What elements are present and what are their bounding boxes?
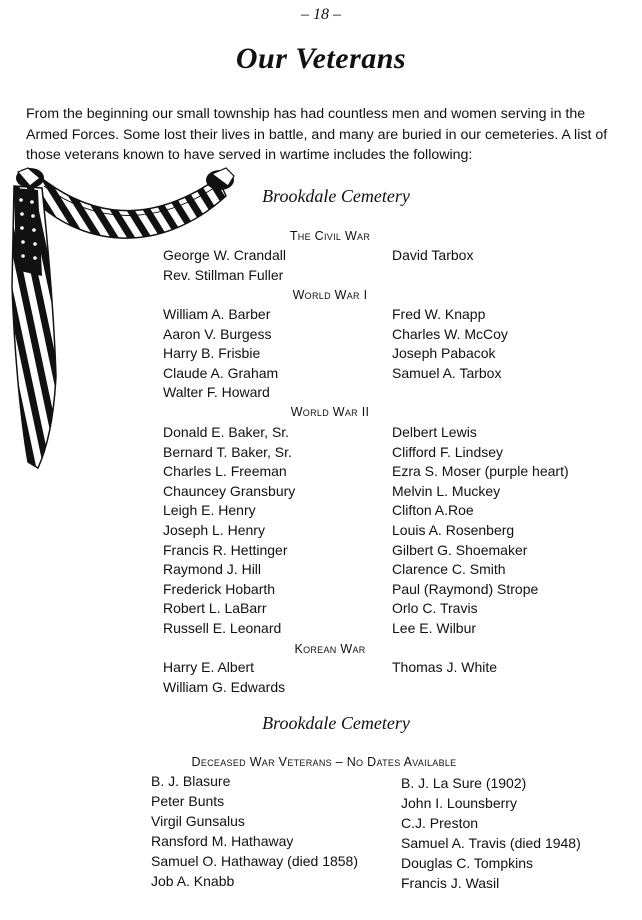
list-item: Samuel A. Travis (died 1948): [401, 835, 581, 851]
korean-war-left-list: [163, 658, 285, 697]
list-item: John I. Lounsberry: [401, 795, 517, 811]
list-item: Rev. Stillman Fuller: [163, 266, 284, 283]
page-number: – 18 –: [301, 6, 341, 23]
section-heading-deceased-veterans: Deceased War Veterans – No Dates Available: [191, 755, 457, 769]
list-item: Chauncey Gransbury: [163, 482, 296, 499]
section-heading-world-war-2: World War II: [290, 405, 370, 419]
list-item: Louis A. Rosenberg: [392, 521, 515, 538]
list-item: Ransford M. Hathaway: [151, 833, 294, 849]
list-item: Fred W. Knapp: [392, 306, 486, 322]
list-item: Gilbert G. Shoemaker: [392, 541, 528, 558]
list-item: Charles W. McCoy: [392, 325, 508, 342]
civil-war-right-list: [392, 246, 473, 266]
list-item: Clifford F. Lindsey: [392, 443, 504, 460]
list-item: Harry B. Frisbie: [163, 345, 261, 362]
ww2-left-list: [163, 423, 295, 639]
list-item: Samuel A. Tarbox: [392, 364, 502, 381]
list-item: Virgil Gunsalus: [151, 813, 245, 829]
ww1-left-list: [163, 305, 278, 403]
list-item: Claude A. Graham: [163, 364, 279, 381]
list-item: Walter F. Howard: [163, 384, 270, 401]
list-item: Raymond J. Hill: [163, 561, 262, 578]
section-heading-korean-war: Korean War: [294, 642, 366, 656]
ww1-right-list: [392, 305, 508, 383]
list-item: Aaron V. Burgess: [163, 325, 272, 342]
list-item: Harry E. Albert: [163, 659, 255, 675]
list-item: Ezra S. Moser (purple heart): [392, 463, 569, 480]
civil-war-left-list: [163, 246, 286, 285]
list-item: Paul (Raymond) Strope: [392, 580, 539, 597]
list-item: B. J. Blasure: [151, 773, 231, 789]
list-item: Robert L. LaBarr: [163, 600, 267, 617]
intro-paragraph: From the beginning our small township has had countless men and women serving in the Armed Forces. Some lost their lives in battle, and many are buried in our cemeteries. A list of those veterans known to have served in wartime includes the following:: [26, 106, 608, 163]
list-item: George W. Crandall: [163, 247, 286, 263]
deceased-left-list: [151, 771, 358, 891]
list-item: B. J. La Sure (1902): [401, 775, 527, 791]
list-item: Peter Bunts: [151, 793, 225, 809]
list-item: William A. Barber: [163, 306, 271, 322]
ww2-right-list: [392, 423, 569, 639]
list-item: Francis R. Hettinger: [163, 541, 288, 558]
list-item: Orlo C. Travis: [392, 600, 478, 617]
list-item: Lee E. Wilbur: [392, 619, 477, 636]
section-heading-world-war-1: World War I: [292, 288, 368, 302]
list-item: Delbert Lewis: [392, 424, 477, 440]
cemetery-heading: Brookdale Cemetery: [262, 186, 410, 206]
list-item: Joseph L. Henry: [163, 521, 265, 538]
list-item: Samuel O. Hathaway (died 1858): [151, 853, 358, 869]
list-item: Clifton A.Roe: [392, 502, 474, 519]
list-item: Bernard T. Baker, Sr.: [163, 443, 292, 460]
cemetery-heading-2: Brookdale Cemetery: [262, 713, 410, 733]
korean-war-right-list: [392, 658, 497, 678]
list-item: Russell E. Leonard: [163, 619, 282, 636]
list-item: Donald E. Baker, Sr.: [163, 424, 290, 440]
list-item: Joseph Pabacok: [392, 345, 496, 362]
list-item: William G. Edwards: [163, 678, 286, 695]
list-item: Thomas J. White: [392, 659, 498, 675]
list-item: Clarence C. Smith: [392, 561, 506, 578]
list-item: Francis J. Wasil: [401, 875, 500, 891]
list-item: C.J. Preston: [401, 815, 479, 831]
list-item: Job A. Knabb: [151, 873, 235, 889]
list-item: Douglas C. Tompkins: [401, 855, 534, 871]
list-item: Melvin L. Muckey: [392, 482, 501, 499]
deceased-right-list: [401, 773, 581, 893]
page-title: Our Veterans: [235, 42, 407, 75]
section-heading-civil-war: The Civil War: [289, 229, 371, 243]
list-item: David Tarbox: [392, 247, 474, 263]
list-item: Charles L. Freeman: [163, 463, 287, 480]
list-item: Leigh E. Henry: [163, 502, 256, 519]
list-item: Frederick Hobarth: [163, 580, 276, 597]
